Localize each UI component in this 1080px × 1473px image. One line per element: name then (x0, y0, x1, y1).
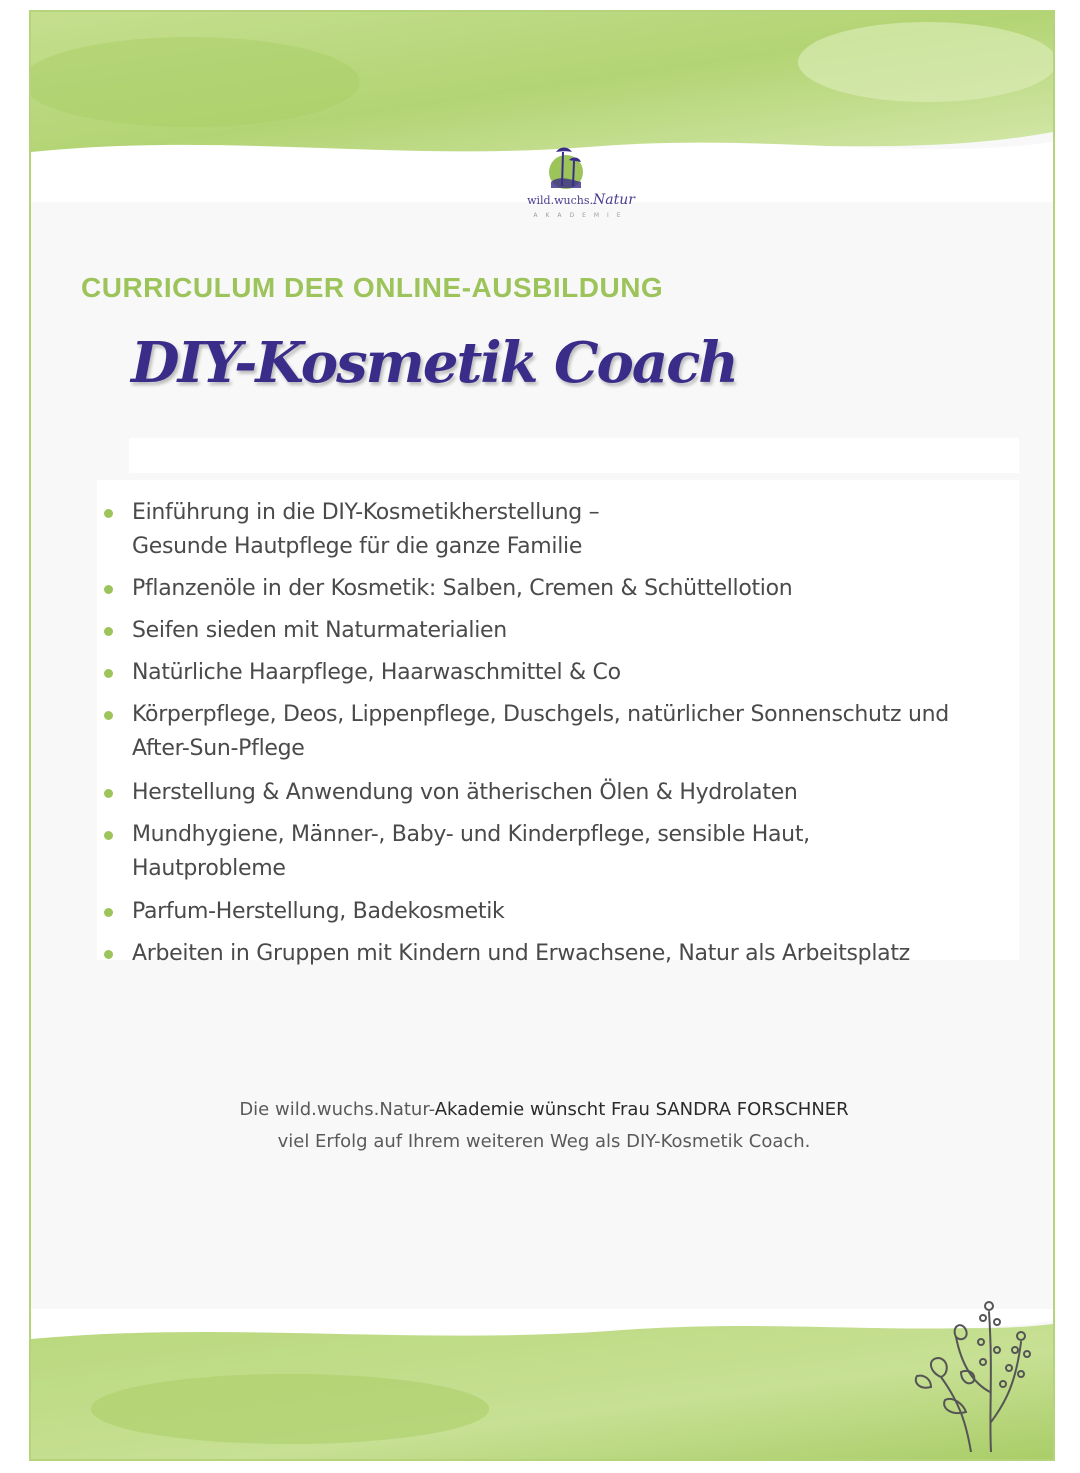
bullet-icon (104, 711, 113, 720)
logo-wordmark-script: Natur (592, 192, 635, 208)
bullet-icon (104, 789, 113, 798)
curriculum-item-text: After-Sun-Pflege (132, 736, 305, 761)
curriculum-item-text: Parfum-Herstellung, Badekosmetik (132, 899, 505, 924)
plant-illustration-icon (911, 1292, 1041, 1452)
curriculum-item-text: Natürliche Haarpflege, Haarwaschmittel & Co (132, 660, 621, 685)
curriculum-item-text: Pflanzenöle in der Kosmetik: Salben, Cremen & Schüttellotion (132, 576, 793, 601)
curriculum-item (132, 776, 1012, 810)
curriculum-item-text: Seifen sieden mit Naturmaterialien (132, 618, 507, 643)
bullet-icon (104, 908, 113, 917)
logo-badge-icon (546, 142, 586, 194)
bullet-icon (104, 669, 113, 678)
curriculum-item (132, 614, 1012, 648)
curriculum-item-text: Herstellung & Anwendung von ätherischen Ölen & Hydrolaten (132, 780, 798, 805)
curriculum-item (132, 937, 1012, 971)
curriculum-item (132, 656, 1012, 690)
logo-wordmark-text: wild.wuchs. (527, 194, 593, 207)
academy-logo (516, 142, 646, 242)
curriculum-list (97, 480, 1019, 966)
closing-line1-part2: Akademie wünscht Frau SANDRA FORSCHNER (434, 1099, 849, 1120)
curriculum-item (132, 818, 1012, 886)
bullet-icon (104, 831, 113, 840)
curriculum-item (132, 698, 1012, 766)
curriculum-item (132, 895, 1012, 929)
curriculum-item-text: Gesunde Hautpflege für die ganze Familie (132, 534, 583, 559)
certificate-page (29, 10, 1055, 1461)
curriculum-item (132, 496, 1012, 564)
curriculum-item-text: Hautprobleme (132, 856, 286, 881)
bottom-watercolor-wash (31, 1309, 1053, 1459)
bullet-icon (104, 950, 113, 959)
logo-subtitle: AKADEMIE (533, 212, 629, 219)
bullet-icon (104, 627, 113, 636)
bullet-icon (104, 509, 113, 518)
curriculum-item (132, 572, 1012, 606)
blank-strip (129, 438, 1019, 473)
curriculum-item-text: Arbeiten in Gruppen mit Kindern und Erwachsene, Natur als Arbeitsplatz (132, 941, 910, 966)
curriculum-item-text: Mundhygiene, Männer-, Baby- und Kinderpflege, sensible Haut, (132, 822, 810, 847)
logo-wordmark (516, 192, 646, 208)
curriculum-heading: CURRICULUM DER ONLINE-AUSBILDUNG (81, 272, 664, 303)
curriculum-item-text: Einführung in die DIY-Kosmetikherstellung – (132, 500, 600, 525)
curriculum-item-text: Körperpflege, Deos, Lippenpflege, Duschgels, natürlicher Sonnenschutz und (132, 702, 949, 727)
closing-text (31, 1094, 1055, 1158)
closing-line2: viel Erfolg auf Ihrem weiteren Weg als DIY-Kosmetik Coach. (277, 1131, 811, 1152)
bullet-icon (104, 585, 113, 594)
course-title: DIY-Kosmetik Coach (131, 330, 738, 396)
closing-line1-part1: Die wild.wuchs.Natur- (239, 1099, 435, 1120)
